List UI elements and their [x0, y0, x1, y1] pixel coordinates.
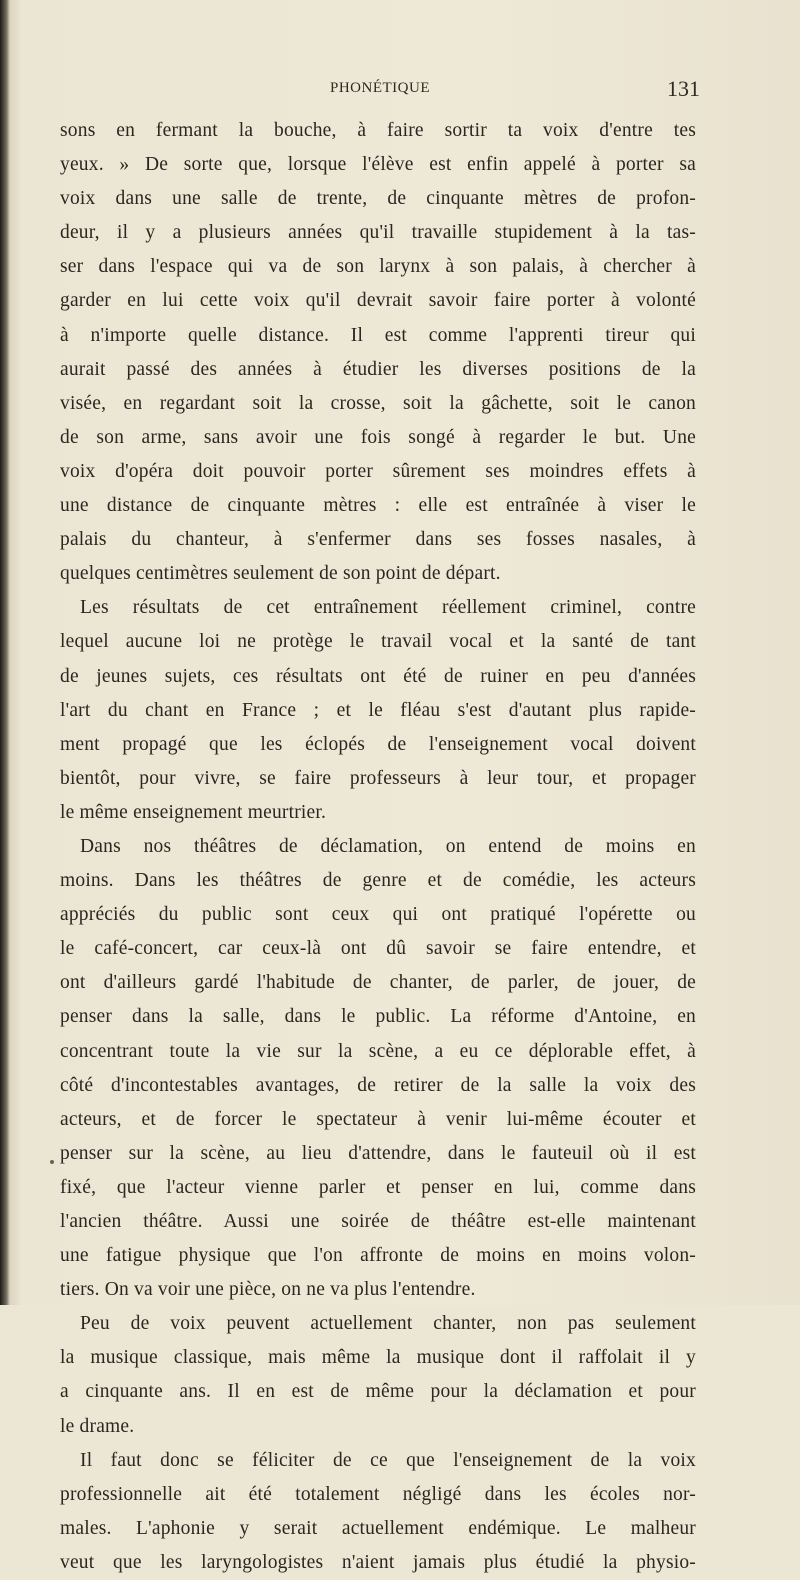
text-line: concentrant toute la vie sur la scène, a eu ce déplorable effet, à: [60, 1040, 696, 1062]
text-line: le café-concert, car ceux-là ont dû savoir se faire entendre, et: [60, 938, 696, 960]
running-title: PHONÉTIQUE: [330, 80, 430, 96]
text-line: aurait passé des années à étudier les diverses positions de la: [60, 358, 696, 380]
page-number: 131: [667, 76, 700, 101]
text-line: veut que les laryngologistes n'aient jamais plus étudié la physio-: [60, 1551, 696, 1573]
binding-edge: [0, 0, 10, 1305]
text-line: Les résultats de cet entraînement réellement criminel, contre: [80, 597, 696, 619]
text-line: Peu de voix peuvent actuellement chanter, non pas seulement: [80, 1313, 696, 1335]
text-line: côté d'incontestables avantages, de retirer de la salle la voix des: [60, 1074, 696, 1096]
text-line: visée, en regardant soit la crosse, soit la gâchette, soit le canon: [60, 392, 696, 414]
text-line: l'ancien théâtre. Aussi une soirée de théâtre est-elle maintenant: [60, 1211, 696, 1232]
text-line: de jeunes sujets, ces résultats ont été de ruiner en peu d'années: [60, 665, 696, 687]
text-line: moins. Dans les théâtres de genre et de comédie, les acteurs: [60, 870, 696, 892]
text-line: professionnelle ait été totalement négligé dans les écoles nor-: [60, 1483, 696, 1505]
text-line: le drame.: [60, 1415, 135, 1437]
text-line: lequel aucune loi ne protège le travail vocal et la santé de tant: [60, 631, 696, 653]
text-line: quelques centimètres seulement de son point de départ.: [60, 563, 501, 585]
text-line: ment propagé que les éclopés de l'enseignement vocal doivent: [60, 733, 696, 755]
text-line: de son arme, sans avoir une fois songé à regarder le but. Une: [60, 426, 696, 448]
text-line: voix d'opéra doit pouvoir porter sûrement ses moindres effets à: [60, 460, 696, 482]
text-line: deur, il y a plusieurs années qu'il travaille stupidement à la tas-: [60, 222, 696, 244]
text-line: appréciés du public sont ceux qui ont pratiqué l'opérette ou: [60, 904, 696, 926]
text-line: Il faut donc se féliciter de ce que l'enseignement de la voix: [80, 1449, 696, 1471]
text-line: la musique classique, mais même la musique dont il raffolait il y: [60, 1347, 696, 1369]
text-line: à n'importe quelle distance. Il est comme l'apprenti tireur qui: [60, 324, 696, 346]
text-line: tiers. On va voir une pièce, on ne va plus l'entendre.: [60, 1279, 476, 1301]
text-line: garder en lui cette voix qu'il devrait savoir faire porter à volonté: [60, 290, 696, 312]
text-line: sons en fermant la bouche, à faire sortir ta voix d'entre tes: [60, 120, 696, 141]
text-line: palais du chanteur, à s'enfermer dans ses fosses nasales, à: [60, 529, 696, 551]
text-line: penser sur la scène, au lieu d'attendre, dans le fauteuil où il est: [60, 1142, 696, 1164]
text-line: bientôt, pour vivre, se faire professeurs à leur tour, et propager: [60, 767, 696, 789]
text-line: le même enseignement meurtrier.: [60, 801, 327, 823]
text-line: males. L'aphonie y serait actuellement endémique. Le malheur: [60, 1517, 696, 1539]
text-line: une fatigue physique que l'on affronte de moins en moins volon-: [60, 1245, 696, 1267]
page-header: [60, 76, 700, 106]
text-line: voix dans une salle de trente, de cinquante mètres de profon-: [60, 188, 696, 210]
text-line: acteurs, et de forcer le spectateur à venir lui-même écouter et: [60, 1108, 696, 1130]
text-line: ser dans l'espace qui va de son larynx à son palais, à chercher à: [60, 256, 696, 278]
text-line: Dans nos théâtres de déclamation, on entend de moins en: [80, 835, 696, 857]
text-line: fixé, que l'acteur vienne parler et penser en lui, comme dans: [60, 1176, 696, 1198]
text-line: a cinquante ans. Il en est de même pour la déclamation et pour: [60, 1381, 696, 1403]
text-line: une distance de cinquante mètres : elle est entraînée à viser le: [60, 495, 696, 517]
text-line: yeux. » De sorte que, lorsque l'élève est enfin appelé à porter sa: [60, 154, 696, 176]
text-line: penser dans la salle, dans le public. La réforme d'Antoine, en: [60, 1006, 696, 1028]
text-line: l'art du chant en France ; et le fléau s'est d'autant plus rapide-: [60, 699, 696, 721]
text-line: ont d'ailleurs gardé l'habitude de chanter, de parler, de jouer, de: [60, 972, 696, 994]
body-text: [60, 114, 696, 1580]
margin-mark: [50, 1160, 54, 1164]
